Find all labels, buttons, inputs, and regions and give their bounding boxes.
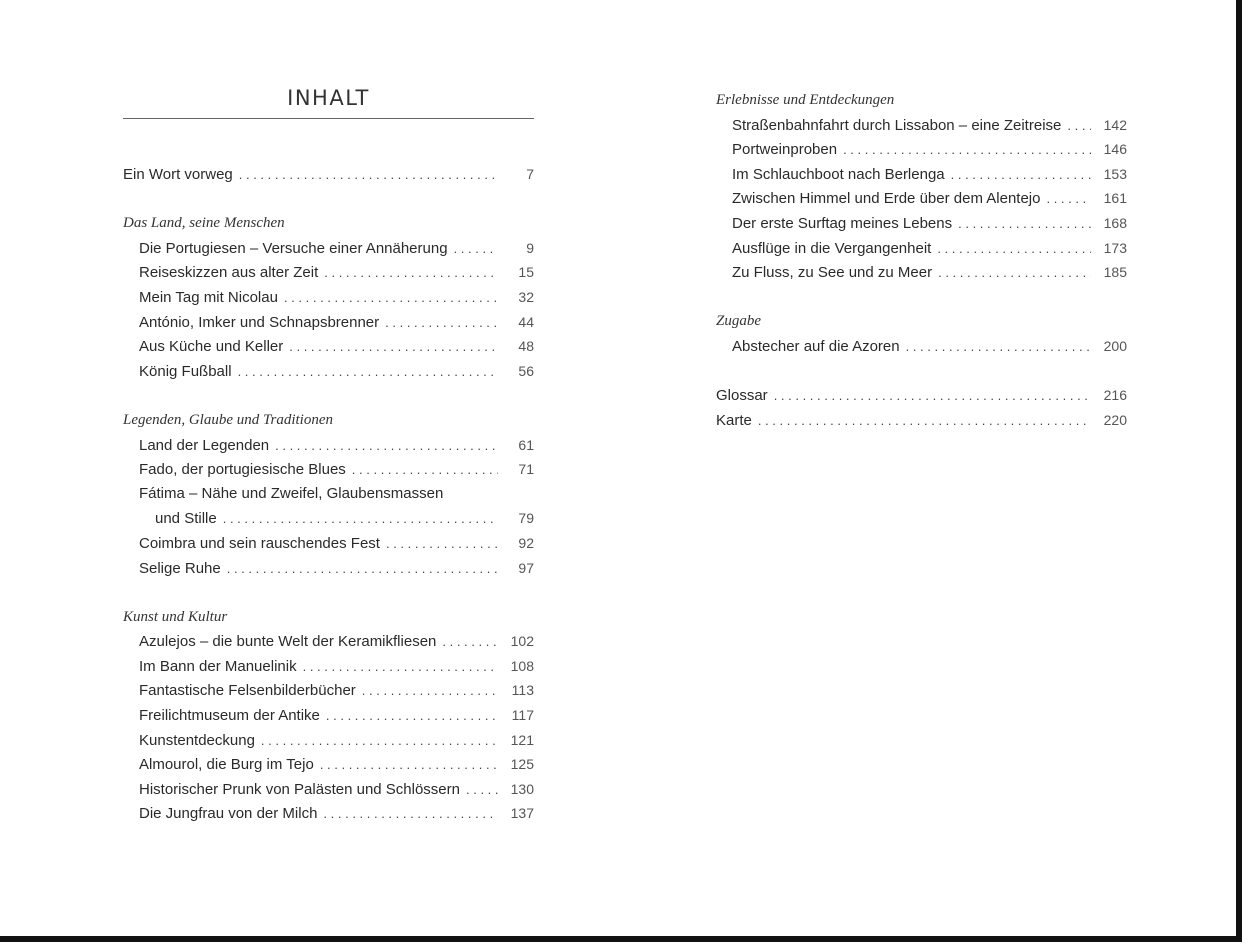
toc-entry-label: Im Bann der Manuelinik	[139, 657, 297, 675]
toc-entry-label: Die Jungfrau von der Milch	[139, 805, 318, 823]
leader-dots	[289, 335, 498, 360]
toc-entry[interactable]	[123, 457, 534, 482]
toc-entry-label: Fado, der portugiesische Blues	[139, 461, 346, 479]
leader-dots	[320, 753, 498, 778]
leader-dots	[326, 704, 498, 729]
toc-entry-label: Land der Legenden	[139, 436, 270, 454]
leader-dots	[386, 532, 498, 557]
section-heading: Zugabe	[716, 313, 761, 330]
toc-entry[interactable]	[123, 801, 534, 826]
leader-dots	[958, 212, 1091, 237]
leader-dots	[454, 237, 498, 262]
toc-page-number: 48	[518, 338, 534, 355]
toc-entry-intro[interactable]	[123, 162, 534, 187]
toc-entry-label: Abstecher auf die Azoren	[732, 337, 900, 355]
toc-entry[interactable]	[123, 703, 534, 728]
title-divider	[123, 118, 534, 119]
toc-page-number: 137	[510, 805, 534, 822]
toc-entry-label: Selige Ruhe	[139, 559, 221, 577]
toc-entry-label: Zu Fluss, zu See und zu Meer	[732, 264, 933, 282]
toc-page-number: 102	[510, 633, 534, 650]
section-heading: Erlebnisse und Entdeckungen	[716, 92, 895, 108]
toc-entry[interactable]	[716, 260, 1127, 285]
toc-entry[interactable]	[123, 236, 534, 261]
toc-page-number: 185	[1103, 264, 1127, 281]
toc-entry[interactable]	[123, 728, 534, 753]
leader-dots	[238, 360, 498, 385]
toc-entry-label: Mein Tag mit Nicolau	[139, 288, 278, 306]
leader-dots	[303, 655, 498, 680]
leader-dots	[758, 409, 1091, 434]
toc-page-number: 130	[510, 780, 534, 797]
toc-page-number: 9	[526, 239, 534, 256]
toc-entry-label: Die Portugiesen – Versuche einer Annäherung	[139, 239, 448, 257]
leader-dots	[1046, 187, 1091, 212]
toc-entry-label: Coimbra und sein rauschendes Fest	[139, 534, 380, 552]
toc-entry[interactable]	[123, 752, 534, 777]
section-heading: Das Land, seine Menschen	[123, 215, 285, 232]
toc-entry-label: Im Schlauchboot nach Berlenga	[732, 165, 945, 183]
toc-page-number: 32	[518, 288, 534, 305]
toc-page-number: 113	[511, 682, 534, 699]
toc-page-number: 200	[1103, 337, 1127, 354]
leader-dots	[466, 778, 498, 803]
toc-entry-label: Ein Wort vorweg	[123, 166, 233, 183]
toc-entry[interactable]	[123, 654, 534, 679]
leader-dots	[385, 311, 498, 336]
leader-dots	[227, 557, 498, 582]
leader-dots	[284, 286, 498, 311]
leader-dots	[323, 802, 498, 827]
leader-dots	[223, 507, 498, 532]
leader-dots	[951, 163, 1091, 188]
toc-page-number: 142	[1103, 116, 1127, 133]
leader-dots	[843, 138, 1091, 163]
toc-entry-label: Karte	[716, 411, 752, 429]
toc-page-number: 7	[526, 166, 534, 182]
toc-entry-continuation[interactable]	[123, 506, 534, 531]
toc-entry-label: Ausflüge in die Vergangenheit	[732, 239, 932, 257]
toc-entry-label: Der erste Surftag meines Lebens	[732, 214, 953, 232]
toc-entry-label: Almourol, die Burg im Tejo	[139, 756, 314, 774]
toc-entry[interactable]	[123, 678, 534, 703]
toc-page-number: 71	[518, 461, 534, 478]
toc-page-number: 161	[1103, 190, 1127, 207]
toc-entry-multiline[interactable]	[123, 482, 534, 507]
leader-dots	[442, 630, 498, 655]
toc-entry[interactable]	[123, 285, 534, 310]
toc-page-number: 15	[518, 264, 534, 281]
toc-page-number: 61	[518, 436, 534, 453]
page-title: INHALT	[287, 86, 370, 110]
toc-entry-label: Azulejos – die bunte Welt der Keramikfliesen	[139, 633, 437, 651]
section-heading: Legenden, Glaube und Traditionen	[123, 411, 333, 428]
toc-entry[interactable]	[123, 777, 534, 802]
leader-dots	[362, 679, 498, 704]
toc-page-number: 117	[511, 707, 534, 724]
toc-page-number: 44	[518, 313, 534, 330]
toc-page-number: 173	[1103, 239, 1127, 256]
toc-entry-label: Zwischen Himmel und Erde über dem Alentejo	[732, 190, 1041, 208]
toc-entry[interactable]	[716, 137, 1127, 162]
toc-entry[interactable]	[123, 629, 534, 654]
section-heading: Kunst und Kultur	[123, 608, 228, 625]
toc-page-number: 92	[518, 534, 534, 551]
toc-entry-label: Fantastische Felsenbilderbücher	[139, 682, 356, 700]
toc-page-number: 56	[518, 362, 534, 379]
toc-entry-label: König Fußball	[139, 362, 232, 380]
toc-entry-glossar[interactable]	[716, 383, 1127, 408]
toc-page-number: 97	[518, 559, 534, 576]
leader-dots	[275, 434, 498, 459]
leader-dots	[906, 335, 1091, 360]
toc-entry-label: Straßenbahnfahrt durch Lissabon – eine Zeitreise	[732, 116, 1062, 134]
toc-page-number: 220	[1103, 411, 1127, 428]
toc-page-number: 216	[1103, 387, 1127, 404]
toc-page-number: 125	[510, 756, 534, 773]
leader-dots	[937, 237, 1091, 262]
toc-entry-label: Kunstentdeckung	[139, 731, 255, 749]
toc-entry[interactable]	[123, 531, 534, 556]
toc-left-column	[123, 162, 534, 826]
toc-entry[interactable]	[716, 334, 1127, 359]
toc-page-number: 108	[510, 657, 534, 674]
toc-entry[interactable]	[123, 433, 534, 458]
toc-page-number: 121	[510, 731, 534, 748]
toc-entry-label: António, Imker und Schnapsbrenner	[139, 313, 380, 331]
toc-entry-label: Reiseskizzen aus alter Zeit	[139, 264, 319, 282]
leader-dots	[774, 384, 1091, 409]
leader-dots	[324, 261, 498, 286]
toc-entry-label-continued: und Stille	[155, 510, 217, 528]
leader-dots	[1067, 114, 1091, 139]
toc-page-number: 79	[518, 510, 534, 527]
toc-entry[interactable]	[123, 310, 534, 335]
toc-page-number: 146	[1103, 141, 1127, 158]
toc-entry[interactable]	[716, 236, 1127, 261]
toc-entry[interactable]	[716, 162, 1127, 187]
toc-entry[interactable]	[716, 113, 1127, 138]
toc-page-number: 153	[1103, 165, 1127, 182]
toc-entry-label: Aus Küche und Keller	[139, 338, 284, 356]
toc-entry-label: Portweinproben	[732, 141, 838, 159]
toc-entry[interactable]	[123, 359, 534, 384]
toc-entry[interactable]	[123, 334, 534, 359]
toc-entry-karte[interactable]	[716, 408, 1127, 433]
toc-entry-label: Glossar	[716, 387, 768, 405]
toc-page-number: 168	[1103, 214, 1127, 231]
toc-entry[interactable]	[123, 556, 534, 581]
leader-dots	[239, 163, 498, 188]
toc-entry[interactable]	[716, 186, 1127, 211]
leader-dots	[261, 729, 498, 754]
toc-entry-label: Fátima – Nähe und Zweifel, Glaubensmassen	[139, 484, 444, 502]
toc-entry-label: Historischer Prunk von Palästen und Schlössern	[139, 780, 460, 798]
toc-entry[interactable]	[716, 211, 1127, 236]
toc-right-column	[716, 88, 1127, 432]
toc-entry-label: Freilichtmuseum der Antike	[139, 707, 320, 725]
leader-dots	[938, 261, 1091, 286]
leader-dots	[352, 458, 498, 483]
toc-entry[interactable]	[123, 260, 534, 285]
